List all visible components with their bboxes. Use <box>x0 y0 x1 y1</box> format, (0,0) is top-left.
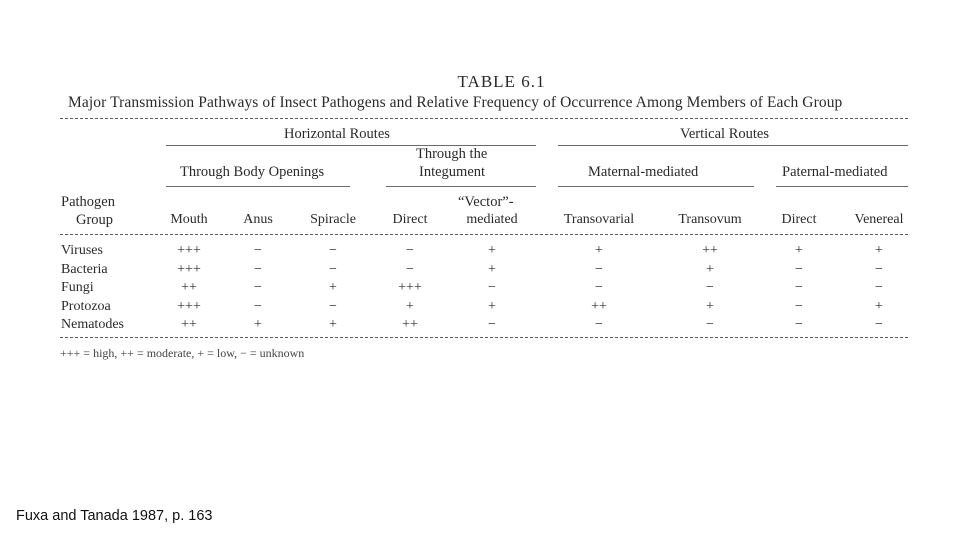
frequency-cell: − <box>595 280 603 295</box>
top-rule <box>60 118 908 119</box>
frequency-cell: + <box>488 298 496 314</box>
frequency-cell: ++ <box>591 298 607 314</box>
frequency-cell: +++ <box>177 298 201 314</box>
column-header: Venereal <box>854 212 904 227</box>
column-header: Mouth <box>170 212 208 227</box>
frequency-cell: ++ <box>402 317 418 332</box>
frequency-cell: − <box>254 280 262 295</box>
frequency-cell: − <box>875 261 883 277</box>
frequency-cell: + <box>406 298 414 314</box>
frequency-cell: − <box>488 280 496 295</box>
integument-header-line2: Integument <box>419 164 486 180</box>
frequency-cell: ++ <box>181 280 197 295</box>
frequency-cell: + <box>488 243 496 258</box>
frequency-cell: +++ <box>398 280 422 295</box>
paternal-header: Paternal-mediated <box>782 164 888 180</box>
column-header: Transovum <box>678 212 742 227</box>
frequency-cell: − <box>795 280 803 295</box>
frequency-cell: + <box>875 298 883 314</box>
pathogen-group-label: Protozoa <box>61 298 111 314</box>
column-header: Direct <box>781 212 817 227</box>
frequency-cell: − <box>795 317 803 332</box>
frequency-cell: − <box>875 280 883 295</box>
pathogen-group-label: Nematodes <box>61 317 124 332</box>
frequency-cell: + <box>329 280 337 295</box>
vertical-routes-header: Vertical Routes <box>680 126 769 142</box>
maternal-rule <box>558 186 754 187</box>
frequency-cell: + <box>875 243 883 258</box>
frequency-cell: +++ <box>177 243 201 258</box>
pathogen-group-label: Viruses <box>61 243 103 258</box>
frequency-cell: − <box>795 261 803 277</box>
frequency-cell: − <box>254 243 262 258</box>
maternal-header: Maternal-mediated <box>588 164 699 180</box>
frequency-cell: − <box>406 261 414 277</box>
frequency-cell: ++ <box>181 317 197 332</box>
frequency-cell: + <box>488 261 496 277</box>
column-header: mediated <box>466 212 518 227</box>
integument-header-line1: Through the <box>416 146 488 162</box>
frequency-cell: − <box>795 298 803 314</box>
frequency-cell: + <box>795 243 803 258</box>
column-header-line1: “Vector”- <box>458 194 514 210</box>
frequency-cell: − <box>706 280 714 295</box>
column-header: Spiracle <box>310 212 356 227</box>
pathogen-group-label: Bacteria <box>61 261 108 277</box>
frequency-cell: − <box>406 243 414 258</box>
frequency-cell: ++ <box>702 243 718 258</box>
header-rule <box>60 234 908 235</box>
frequency-cell: − <box>488 317 496 332</box>
pathogen-group-label: Fungi <box>61 280 94 295</box>
paternal-rule <box>776 186 908 187</box>
integument-rule <box>386 186 536 187</box>
frequency-cell: + <box>595 243 603 258</box>
frequency-cell: − <box>595 317 603 332</box>
frequency-cell: − <box>706 317 714 332</box>
table-footnote: +++ = high, ++ = moderate, + = low, − = unknown <box>60 346 305 360</box>
frequency-cell: − <box>329 243 337 258</box>
body-openings-header: Through Body Openings <box>180 164 325 180</box>
frequency-cell: + <box>329 317 337 332</box>
row-header-line2: Group <box>76 212 114 228</box>
row-header-line1: Pathogen <box>61 194 115 210</box>
horizontal-routes-header: Horizontal Routes <box>284 126 390 142</box>
column-header: Anus <box>243 212 273 227</box>
frequency-cell: + <box>254 317 262 332</box>
source-citation: Fuxa and Tanada 1987, p. 163 <box>16 508 213 524</box>
frequency-cell: + <box>706 261 714 277</box>
frequency-cell: +++ <box>177 261 201 277</box>
body-openings-rule <box>166 186 350 187</box>
vertical-routes-rule <box>558 145 908 146</box>
column-header: Transovarial <box>563 212 635 227</box>
frequency-cell: − <box>329 298 337 314</box>
frequency-cell: − <box>595 261 603 277</box>
table-subtitle: Major Transmission Pathways of Insect Pathogens and Relative Frequency of Occurrence Among Members of Each Group <box>68 94 843 111</box>
column-header: Direct <box>392 212 428 227</box>
frequency-cell: − <box>254 298 262 314</box>
frequency-cell: + <box>706 298 714 314</box>
bottom-rule <box>60 337 908 338</box>
table-title: TABLE 6.1 <box>457 72 546 91</box>
frequency-cell: − <box>875 317 883 332</box>
frequency-cell: − <box>329 261 337 277</box>
frequency-cell: − <box>254 261 262 277</box>
